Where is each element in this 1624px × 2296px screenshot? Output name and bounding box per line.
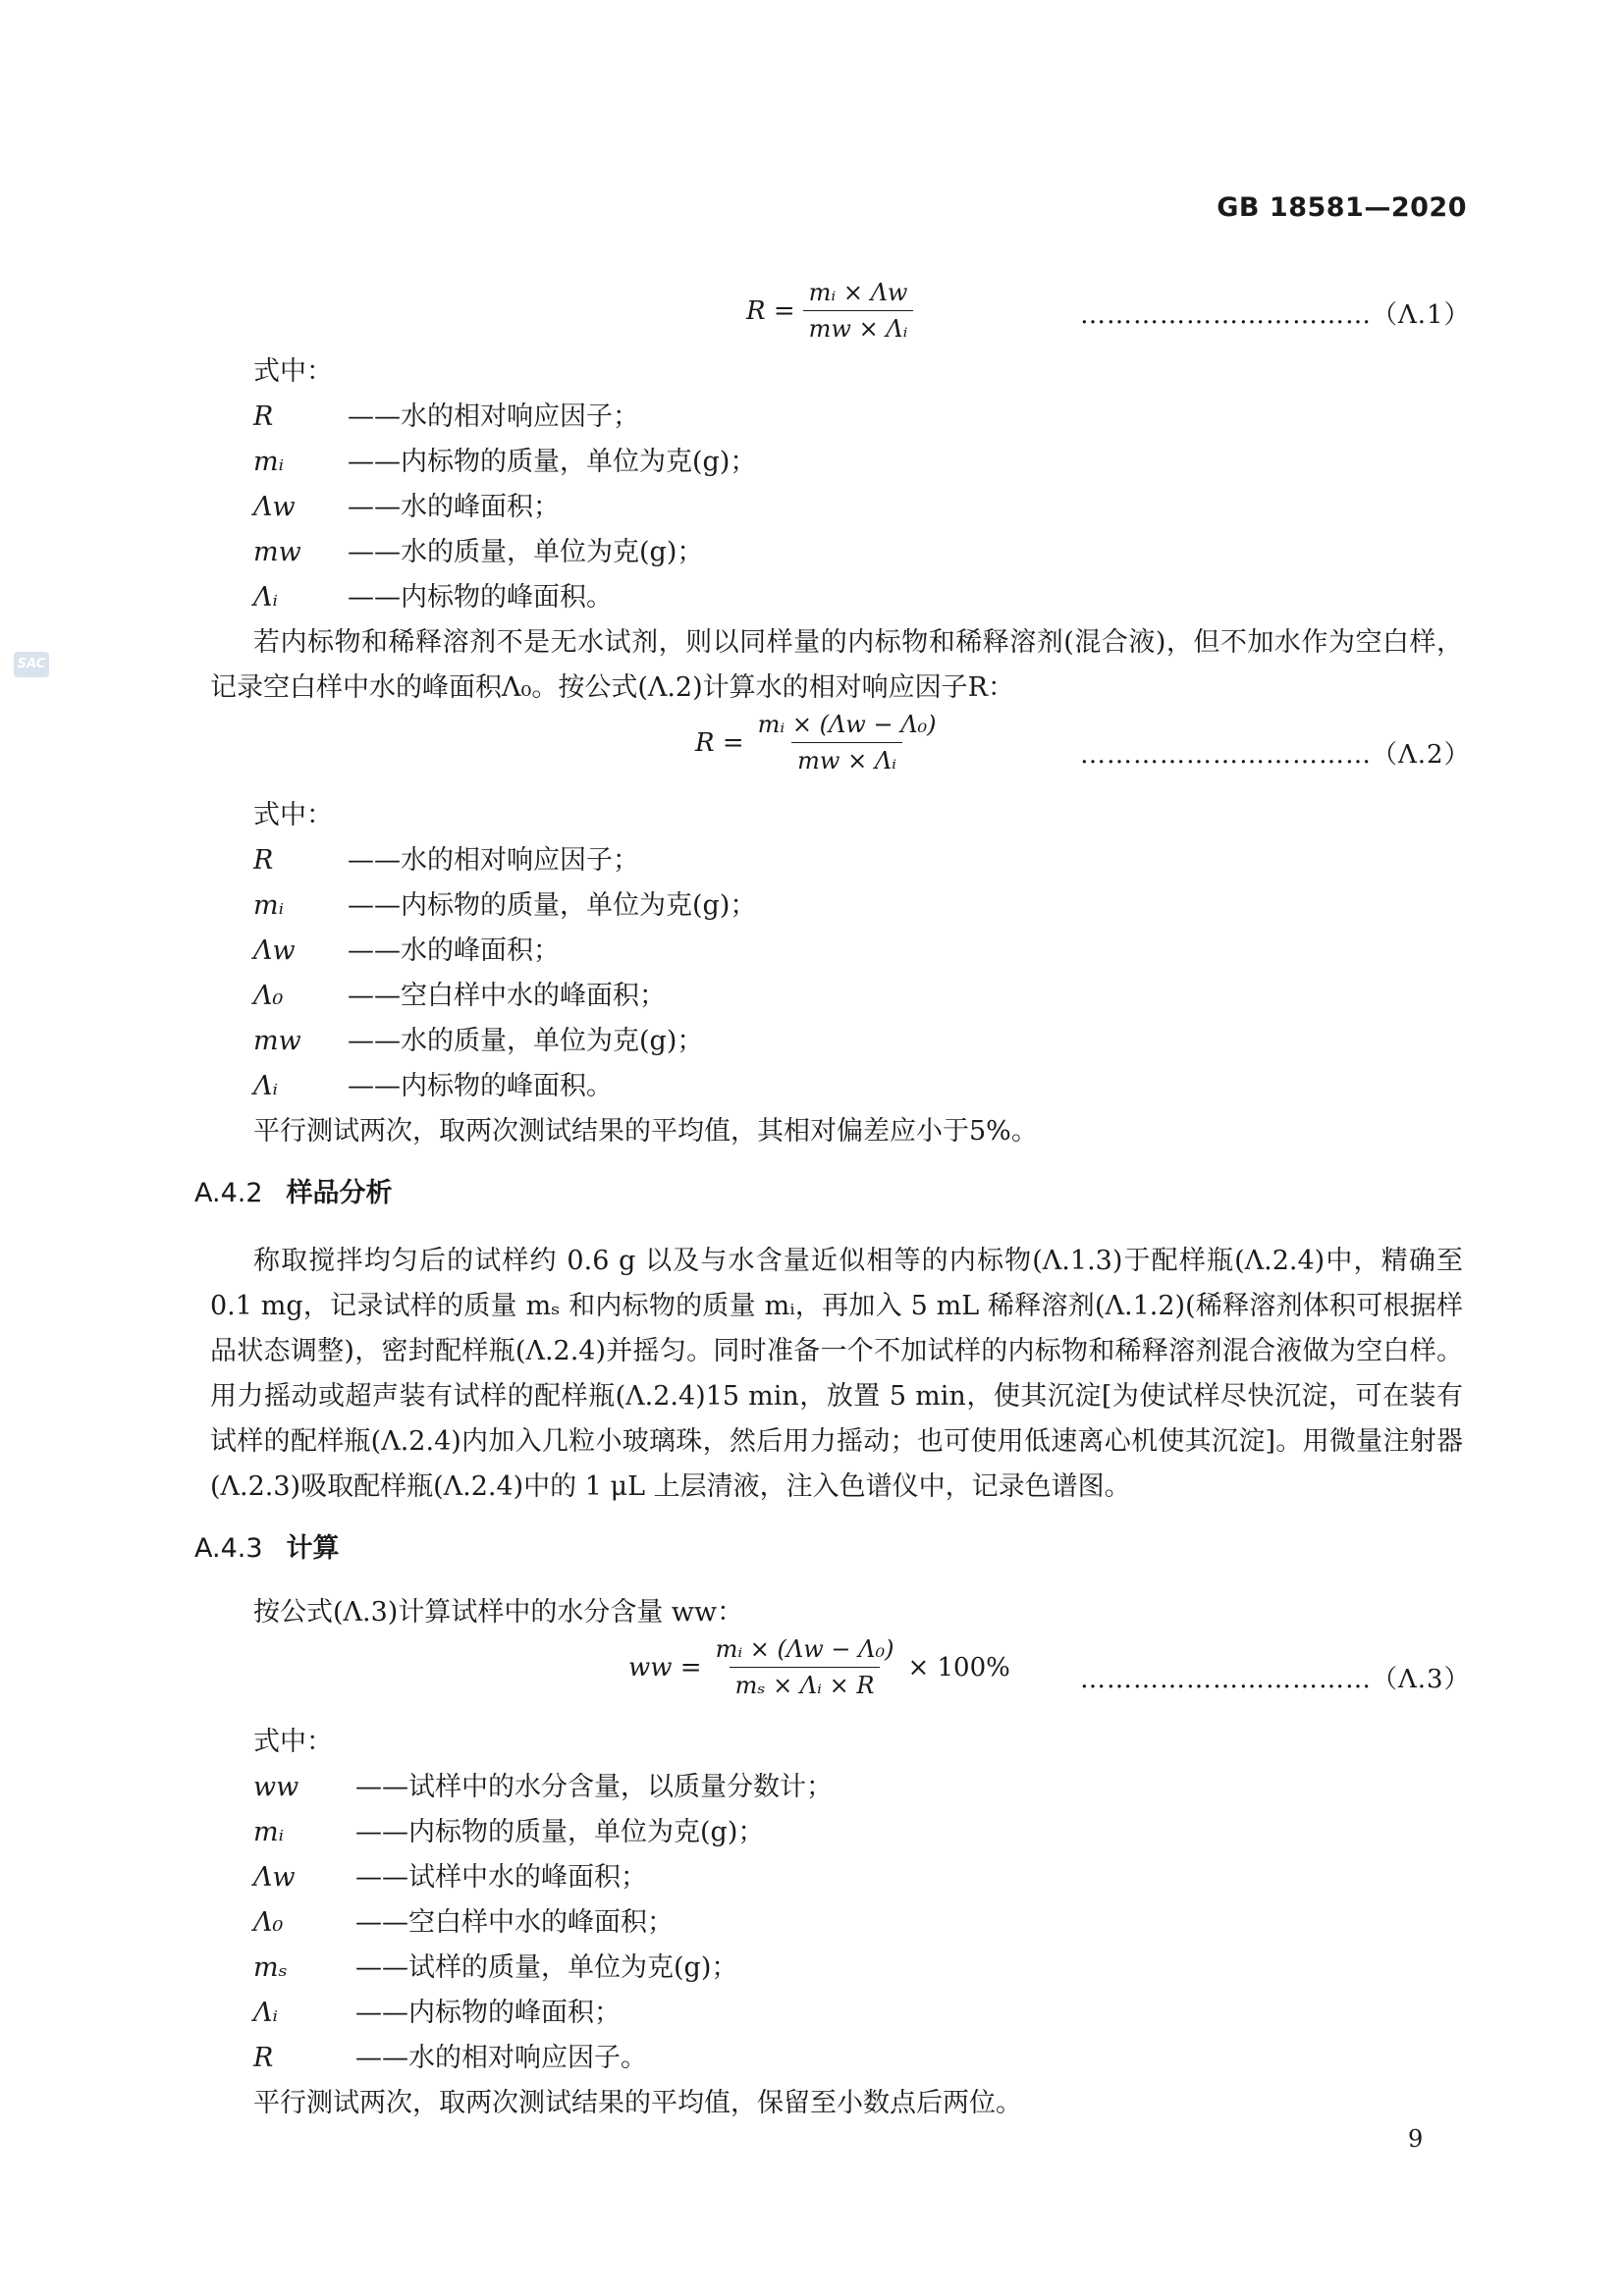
section-heading-a42 (194, 1174, 393, 1213)
leader-dots: …………………………… (1080, 300, 1372, 330)
symbol-description: ——水的相对响应因子。 (355, 2043, 647, 2073)
section-title: 计算 (286, 1533, 340, 1564)
paragraph-text: 平行测试两次，取两次测试结果的平均值，保留至小数点后两位。 (253, 2088, 1022, 2118)
equation-label: （Λ.1） (1372, 300, 1471, 330)
numerator: mᵢ × (Λw − Λ₀) (757, 711, 937, 738)
symbol: mᵢ (253, 890, 285, 921)
symbol-description: ——空白样中水的峰面积； (348, 981, 666, 1011)
where-item (253, 1855, 647, 1900)
symbol: mw (253, 537, 301, 567)
symbol-description: ——内标物的峰面积。 (348, 582, 613, 613)
where-item (253, 883, 756, 929)
symbol: Λw (253, 1862, 296, 1893)
fraction (752, 711, 943, 774)
where-item (253, 1946, 737, 1991)
paragraph (210, 1590, 1463, 1635)
where-item (253, 575, 613, 620)
where-item (253, 1991, 621, 2036)
symbol: Λw (253, 935, 296, 966)
paragraph-text: 若内标物和稀释溶剂不是无水试剂，则以同样量的内标物和稀释溶剂(混合液)，但不加水作为空白样，记录空白样中水的峰面积Λ₀。按公式(Λ.2)计算水的相对响应因子R： (210, 627, 1463, 703)
equation-tail: × 100% (907, 1652, 1010, 1682)
section-heading-a43 (194, 1529, 340, 1569)
where-item (253, 974, 666, 1019)
where-item (253, 1765, 833, 1810)
symbol-description: ——空白样中水的峰面积； (355, 1907, 674, 1938)
leader-dots: …………………………… (1080, 740, 1372, 770)
where-item (253, 1900, 674, 1946)
equation-lhs: R = (746, 295, 795, 326)
where-item (253, 485, 560, 530)
where-item (253, 929, 560, 974)
equation-a3 (628, 1635, 1010, 1699)
equation-a1 (746, 279, 921, 343)
symbol: mw (253, 1026, 301, 1056)
where-item (253, 530, 703, 575)
symbol: mᵢ (253, 447, 285, 477)
symbol-description: ——内标物的质量，单位为克(g)； (348, 890, 757, 921)
equation-label: （Λ.3） (1372, 1665, 1471, 1694)
symbol-description: ——水的质量，单位为克(g)； (348, 1026, 704, 1056)
symbol: Λ₀ (253, 981, 284, 1011)
symbol-description: ——试样中水的峰面积； (355, 1862, 647, 1893)
symbol: Λᵢ (253, 1998, 278, 2028)
symbol: R (253, 2043, 274, 2073)
symbol: Λᵢ (253, 1071, 278, 1101)
fraction (803, 279, 914, 343)
where-title: 式中： (253, 800, 333, 830)
symbol-description: ——试样的质量，单位为克(g)； (355, 1952, 738, 1983)
symbol: mₛ (253, 1952, 288, 1983)
symbol: mᵢ (253, 1817, 285, 1847)
paragraph (210, 1239, 1463, 1510)
where-item (253, 1019, 703, 1064)
symbol: R (253, 401, 274, 432)
equation-lhs: ww = (628, 1652, 702, 1682)
document-code: GB 18581—2020 (1217, 192, 1467, 223)
equation-number-a3 (1080, 1659, 1471, 1695)
where-item (253, 440, 756, 485)
paragraph-text: 按公式(Λ.3)计算试样中的水分含量 ww： (253, 1597, 744, 1628)
section-number: A.4.2 (194, 1178, 263, 1208)
numerator: mᵢ × Λw (808, 279, 908, 306)
where-item (253, 1064, 613, 1109)
symbol: Λᵢ (253, 582, 278, 613)
leader-dots: …………………………… (1080, 1665, 1372, 1694)
paragraph (210, 2081, 1463, 2126)
symbol-description: ——水的相对响应因子； (348, 845, 639, 876)
symbol: ww (253, 1772, 299, 1802)
symbol: R (253, 845, 274, 876)
where-item (253, 838, 639, 883)
paragraph-text: 称取搅拌均匀后的试样约 0.6 g 以及与水含量近似相等的内标物(Λ.1.3)于配样瓶(Λ.2.4)中，精确至 0.1 mg，记录试样的质量 mₛ 和内标物的质量 mᵢ，再加入 5 mL 稀释溶剂(Λ.1.2)(稀释溶剂体积可根据样品状态调整)，密封配样瓶(Λ.2.4)并摇匀。同时准备一个不加试样的内标物和稀释溶剂混合液做为空白样。用力摇动或超声装有试样的配样瓶(Λ.2.4)15 min，放置 5 min，使其沉淀[为使试样尽快沉淀，可在装有试样的配样瓶(Λ.2.4)内加入几粒小玻璃珠，然后用力摇动；也可使用低速离心机使其沉淀]。用微量注射器(Λ.2.3)吸取配样瓶(Λ.2.4)中的 1 μL 上层清液，注入色谱仪中，记录色谱图。 (210, 1246, 1463, 1502)
symbol: Λw (253, 492, 296, 522)
equation-lhs: R = (695, 727, 744, 758)
where-item (253, 2036, 647, 2081)
symbol: Λ₀ (253, 1907, 284, 1938)
section-number: A.4.3 (194, 1533, 263, 1564)
where-title: 式中： (253, 356, 333, 387)
symbol-description: ——内标物的质量，单位为克(g)； (348, 447, 757, 477)
paragraph-text: 平行测试两次，取两次测试结果的平均值，其相对偏差应小于5%。 (253, 1116, 1038, 1147)
symbol-description: ——内标物的峰面积； (355, 1998, 621, 2028)
sac-watermark-logo: SAC (14, 652, 49, 677)
numerator: mᵢ × (Λw − Λ₀) (715, 1635, 894, 1663)
equation-number-a2 (1080, 734, 1471, 771)
equation-a2 (695, 711, 950, 774)
where-item (253, 395, 639, 440)
symbol-description: ——水的峰面积； (348, 935, 560, 966)
symbol-description: ——水的质量，单位为克(g)； (348, 537, 704, 567)
paragraph (210, 620, 1463, 711)
symbol-description: ——试样中的水分含量，以质量分数计； (355, 1772, 833, 1802)
section-title: 样品分析 (286, 1178, 393, 1208)
denominator: mₛ × Λᵢ × R (730, 1667, 881, 1699)
symbol-description: ——内标物的峰面积。 (348, 1071, 613, 1101)
denominator: mw × Λᵢ (791, 742, 902, 774)
symbol-description: ——水的相对响应因子； (348, 401, 639, 432)
denominator: mw × Λᵢ (803, 310, 914, 343)
where-title: 式中： (253, 1727, 333, 1757)
equation-label: （Λ.2） (1372, 740, 1471, 770)
symbol-description: ——水的峰面积； (348, 492, 560, 522)
page-number: 9 (1408, 2125, 1424, 2153)
fraction (710, 1635, 900, 1699)
equation-number-a1 (1080, 294, 1471, 331)
where-item (253, 1810, 764, 1855)
symbol-description: ——内标物的质量，单位为克(g)； (355, 1817, 765, 1847)
paragraph (210, 1109, 1463, 1154)
